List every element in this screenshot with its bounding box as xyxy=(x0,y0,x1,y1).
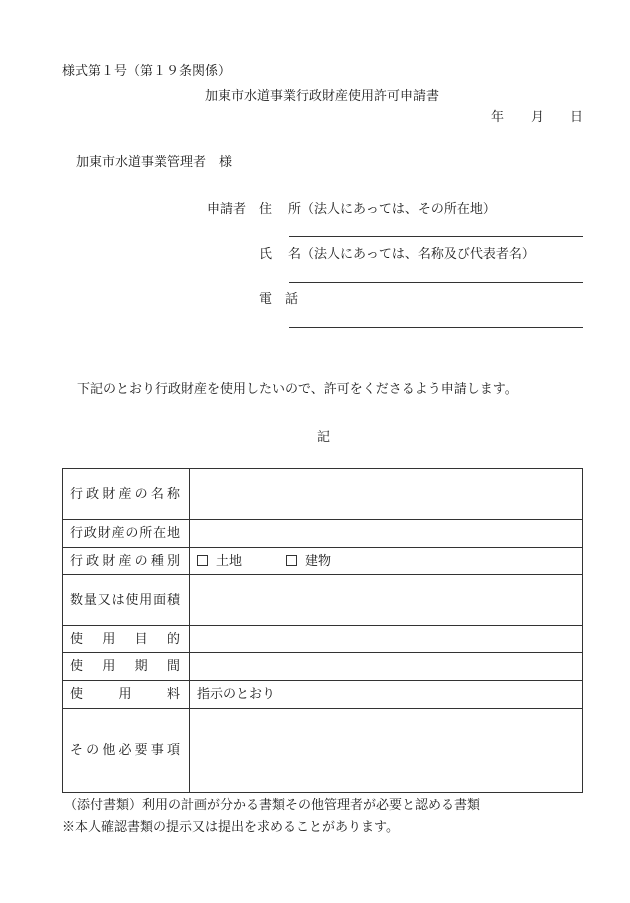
table-row xyxy=(63,626,583,653)
addressee: 加東市水道事業管理者 様 xyxy=(76,155,233,170)
address-field-line[interactable] xyxy=(289,236,583,237)
address-label: 住 xyxy=(259,202,273,217)
checkbox-building[interactable] xyxy=(286,555,297,566)
name-label: 氏 xyxy=(259,247,273,262)
row-label-cell xyxy=(63,626,190,653)
document-title: 加東市水道事業行政財産使用許可申請書 xyxy=(205,89,440,104)
table-row xyxy=(63,469,583,520)
phone-field-line[interactable] xyxy=(289,327,583,328)
fee-cell: 指示のとおり xyxy=(190,681,583,709)
row-label-cell xyxy=(63,709,190,793)
date-day-label: 日 xyxy=(570,110,584,125)
row-label: 行政財産の種別 xyxy=(70,553,180,569)
table-row xyxy=(63,575,583,626)
row-label-cell xyxy=(63,681,190,709)
kind-land-label: 土地 xyxy=(216,553,243,569)
property-kind-cell xyxy=(190,548,583,575)
row-label-cell xyxy=(63,469,190,520)
date-month-label: 月 xyxy=(531,110,545,125)
table-row xyxy=(63,653,583,681)
row-label: 行政財産の名称 xyxy=(70,486,180,502)
name-note: 名（法人にあっては、名称及び代表者名） xyxy=(288,247,535,262)
property-name-cell[interactable] xyxy=(190,469,583,520)
row-label-cell xyxy=(63,548,190,575)
table-row xyxy=(63,709,583,793)
row-label: 使用料 xyxy=(70,687,180,702)
table-row xyxy=(63,548,583,575)
kind-option-land[interactable] xyxy=(197,555,242,568)
applicant-label: 申請者 xyxy=(207,202,247,217)
property-location-cell[interactable] xyxy=(190,520,583,548)
row-label: 使用目的 xyxy=(70,631,180,647)
id-verification-notice: ※本人確認書類の提示又は提出を求めることがあります。 xyxy=(62,820,399,835)
quantity-area-cell[interactable] xyxy=(190,575,583,626)
row-label-cell xyxy=(63,520,190,548)
row-label-cell xyxy=(63,575,190,626)
date-year-label: 年 xyxy=(491,110,505,125)
kind-building-label: 建物 xyxy=(305,553,332,569)
request-sentence: 下記のとおり行政財産を使用したいので、許可をくださるよう申請します。 xyxy=(77,382,518,397)
name-field-line[interactable] xyxy=(289,282,583,283)
application-table xyxy=(62,468,583,793)
row-label-cell xyxy=(63,653,190,681)
checkbox-land[interactable] xyxy=(197,555,208,566)
row-label: 行政財産の所在地 xyxy=(70,526,180,541)
form-number: 様式第１号（第１９条関係） xyxy=(62,64,232,79)
phone-label: 電 話 xyxy=(259,292,299,307)
address-note: 所（法人にあっては、その所在地） xyxy=(288,202,496,217)
ki-label: 記 xyxy=(317,430,331,445)
purpose-cell[interactable] xyxy=(190,626,583,653)
row-label: 使用期間 xyxy=(70,659,180,674)
table-row xyxy=(63,681,583,709)
period-cell[interactable] xyxy=(190,653,583,681)
row-label: 数量又は使用面積 xyxy=(70,592,180,608)
kind-option-building[interactable] xyxy=(286,555,331,568)
table-row xyxy=(63,520,583,548)
row-label: その他必要事項 xyxy=(70,743,180,758)
attachments-note: （添付書類）利用の計画が分かる書類その他管理者が必要と認める書類 xyxy=(64,798,481,813)
other-matters-cell[interactable] xyxy=(190,709,583,793)
